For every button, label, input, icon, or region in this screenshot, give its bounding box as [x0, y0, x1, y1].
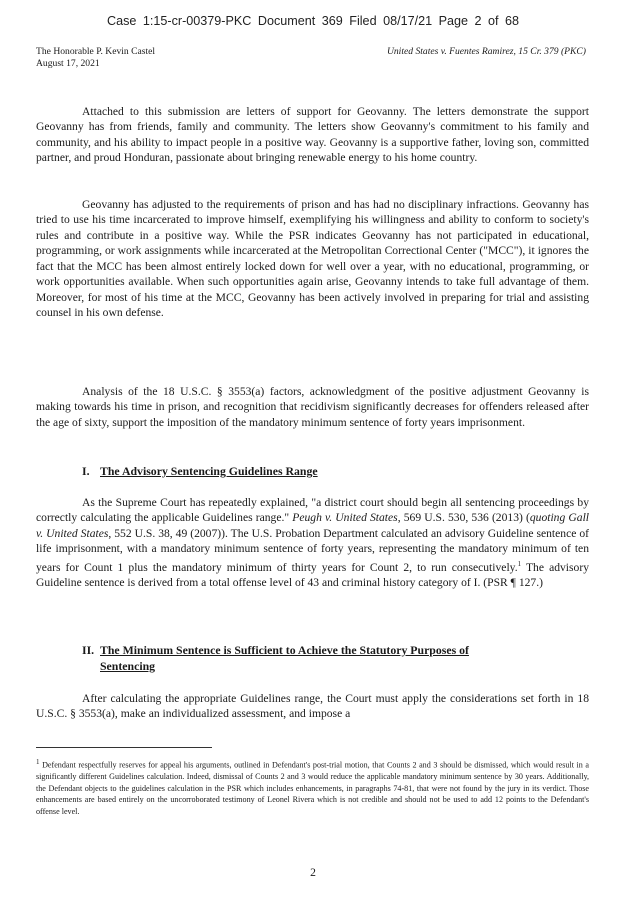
text-run: , 552 U.S. 38, 49 (2007)). The U.S. Probation Department calculated an advisory Guideline sentence of life imprisonment, with a mandatory minimum sentence of forty years, representing the mandatory minimum of ten years for Count 1 plus the mandatory minimum of thirty years for Count 2, to run consecutively.	[36, 526, 589, 574]
case-citation: Peugh v. United States	[292, 511, 398, 525]
paragraph-text	[36, 495, 589, 591]
section-title: The Advisory Sentencing Guidelines Range	[100, 464, 318, 478]
footnote	[36, 757, 589, 818]
paragraph-prison-adjustment	[36, 197, 589, 321]
section-heading-1	[82, 463, 318, 479]
paragraph-letters-of-support	[36, 104, 589, 166]
letter-addressee	[36, 46, 155, 70]
footnote-mark: 1	[36, 758, 40, 766]
footnote-reference[interactable]: 1	[517, 559, 522, 568]
addressee-name: The Honorable P. Kevin Castel	[36, 46, 156, 57]
letter-date: August 17, 2021	[36, 58, 100, 69]
paragraph-text: Analysis of the 18 U.S.C. § 3553(a) factors, acknowledgment of the positive adjustment Geovanny is making towards his time in prison, and recognition that recidivism significantly decreases for offenders released after the age of sixty, support the imposition of the mandatory minimum sentence of forty years imprisonment.	[36, 385, 589, 429]
footnote-divider	[36, 747, 212, 748]
case-header: Case 1:15-cr-00379-PKC Document 369 Filed 08/17/21 Page 2 of 68	[106, 14, 520, 28]
paragraph-minimum-sentence	[36, 691, 589, 722]
paragraph-text: Attached to this submission are letters of support for Geovanny. The letters demonstrate the support Geovanny has from friends, family and community. The letters show Geovanny's commitment to his family and community, and his ability to impact people in a positive way. Geovanny is a supportive father, loving son, committed partner, and proud Honduran, passionate about bringing renewable energy to his home country.	[36, 105, 589, 165]
page-number: 2	[310, 866, 316, 879]
section-number: II.	[82, 643, 95, 657]
case-citation: quoting Gall v. United States	[36, 511, 590, 540]
paragraph-text: After calculating the appropriate Guidelines range, the Court must apply the considerations set forth in 18 U.S.C. § 3553(a), make an individualized assessment, and impose a	[36, 692, 589, 721]
text-run: As the Supreme Court has repeatedly explained, "a district court should begin all sentencing proceedings by correctly calculating the applicable Guidelines range."	[36, 496, 589, 525]
case-caption: United States v. Fuentes Ramirez, 15 Cr. 379 (PKC)	[386, 46, 586, 57]
paragraph-analysis	[36, 384, 589, 430]
footnote-text: Defendant respectfully reserves for appeal his arguments, outlined in Defendant's post-trial motion, that Counts 2 and 3 should be dismissed, which would result in a significantly different Guidelines calculation. Indeed, dismissal of Counts 2 and 3 would reduce the applicable mandatory minimum sentence by 30 years. Additionally, the Defendant objects to the guidelines calculation in the PSR which includes enhancements, in paragraphs 74-81, that were not found by the jury in its verdict. Those enhancements are based entirely on the uncorroborated testimony of Leonel Rivera which is not credible and should not be used to add 12 points to the Defendant's offense level.	[36, 760, 589, 817]
section-number: I.	[82, 464, 90, 478]
section-title: The Minimum Sentence is Sufficient to Achieve the Statutory Purposes of	[100, 643, 469, 657]
section-title-continued: Sentencing	[100, 659, 156, 673]
paragraph-guidelines	[36, 495, 589, 591]
text-run: The advisory Guideline sentence is derived from a total offense level of 43 and criminal history category of I. (PSR ¶ 127.)	[36, 560, 589, 590]
text-run: , 569 U.S. 530, 536 (2013) (	[397, 511, 530, 525]
section-heading-2	[82, 642, 469, 674]
paragraph-text: Geovanny has adjusted to the requirements of prison and has had no disciplinary infractions. Geovanny has tried to use his time incarcerated to improve himself, exemplifying his willingness and ability to conform to society's rules and contribute in a positive way. While the PSR indicates Geovanny has not participated in educational, programming, or work assignments while incarcerated at the Metropolitan Correctional Center ("MCC"), it ignores the fact that the MCC has been almost entirely locked down for well over a year, with no educational, programming, or work opportunities available. When such opportunities again arise, Geovanny intends to take full advantage of them. Moreover, for most of his time at the MCC, Geovanny has been actively involved in preparing for trial and assisting counsel in his own defense.	[36, 198, 589, 320]
